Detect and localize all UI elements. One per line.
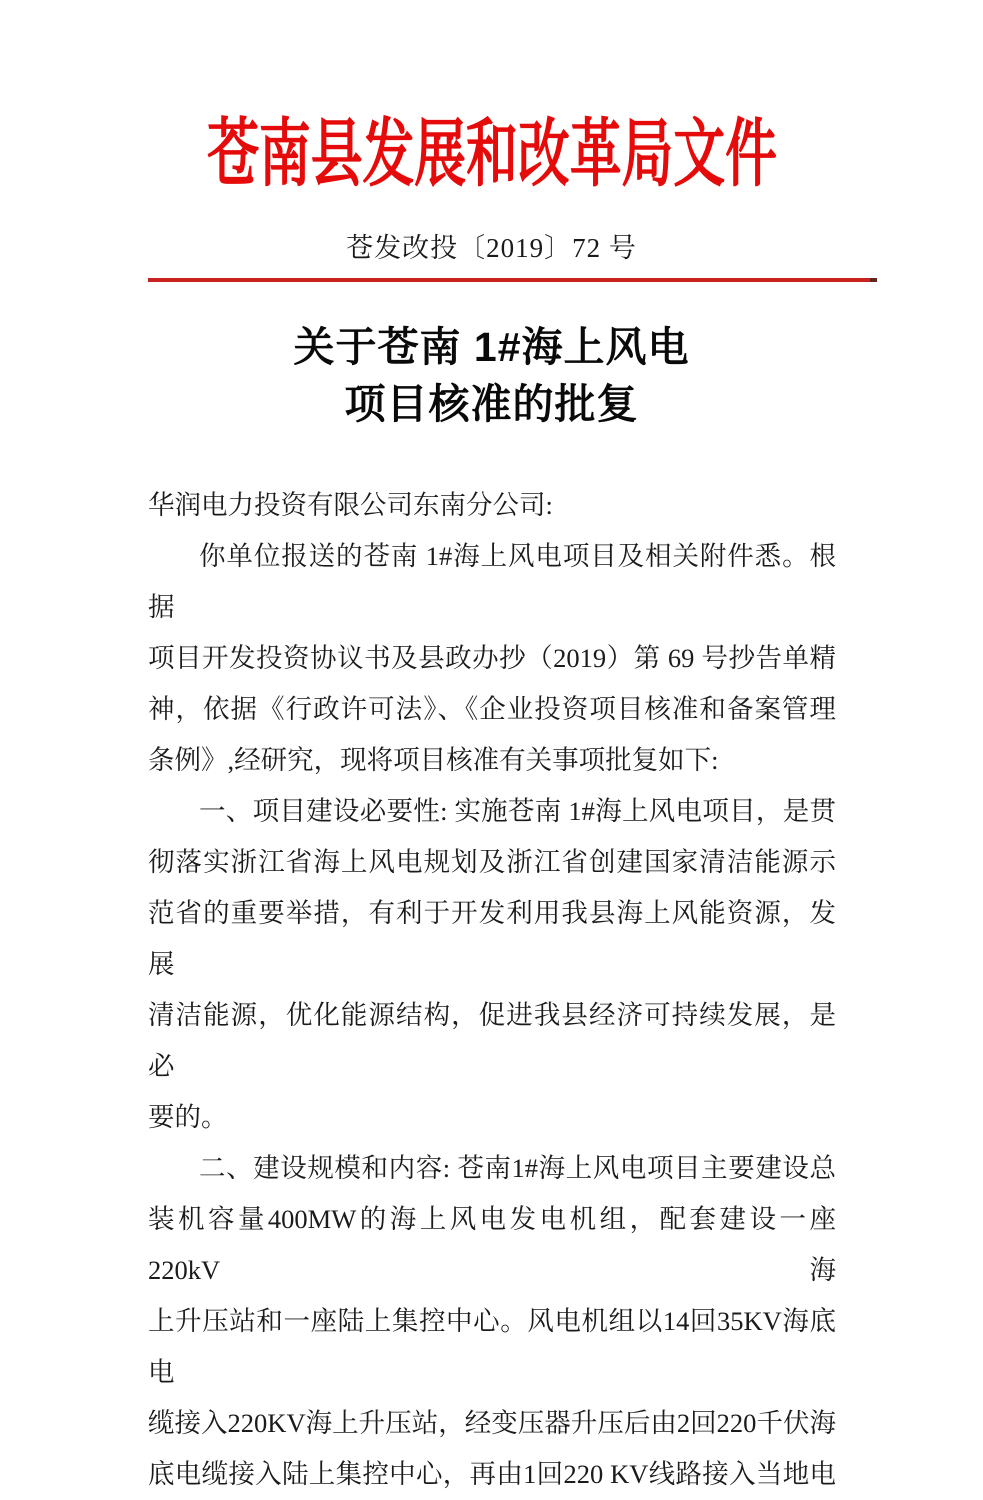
red-divider-line — [148, 278, 877, 282]
body-line: 装机容量400MW的海上风电发电机组，配套建设一座220kV海 — [148, 1204, 836, 1285]
body-line: 范省的重要举措，有利于开发利用我县海上风能资源，发展 — [148, 898, 836, 979]
agency-masthead — [0, 112, 983, 198]
body-line-section-2: 二、建设规模和内容: 苍南1#海上风电项目主要建设总 — [199, 1153, 836, 1183]
body-line-section-1: 一、项目建设必要性: 实施苍南 1#海上风电项目，是贯 — [199, 796, 836, 826]
document-body — [148, 480, 836, 1500]
body-line: 清洁能源，优化能源结构，促进我县经济可持续发展，是必 — [148, 1000, 836, 1081]
body-line: 项目开发投资协议书及县政办抄（2019）第 69 号抄告单精 — [148, 643, 836, 673]
body-line: 底电缆接入陆上集控中心，再由1回220 KV线路接入当地电 — [148, 1459, 836, 1489]
document-reference-number: 苍发改投〔2019〕72 号 — [346, 233, 637, 263]
body-line: 缆接入220KV海上升压站，经变压器升压后由2回220千伏海 — [148, 1408, 836, 1438]
body-line: 条例》,经研究，现将项目核准有关事项批复如下: — [148, 745, 719, 775]
body-line: 神，依据《行政许可法》、《企业投资项目核准和备案管理 — [148, 694, 836, 724]
red-divider-endcap — [870, 278, 877, 282]
body-line: 要的。 — [148, 1102, 228, 1132]
body-line: 上升压站和一座陆上集控中心。风电机组以14回35KV海底电 — [148, 1306, 836, 1387]
body-line: 彻落实浙江省海上风电规划及浙江省创建国家清洁能源示 — [148, 847, 836, 877]
document-title-line1: 关于苍南 1#海上风电 — [293, 324, 690, 370]
document-title-line2: 项目核准的批复 — [344, 381, 639, 427]
agency-masthead-title: 苍南县发展和改革局文件 — [206, 114, 777, 196]
body-line-salutation: 华润电力投资有限公司东南分公司: — [148, 490, 553, 520]
document-title — [0, 319, 983, 433]
body-line: 你单位报送的苍南 1#海上风电项目及相关附件悉。根据 — [148, 541, 836, 622]
